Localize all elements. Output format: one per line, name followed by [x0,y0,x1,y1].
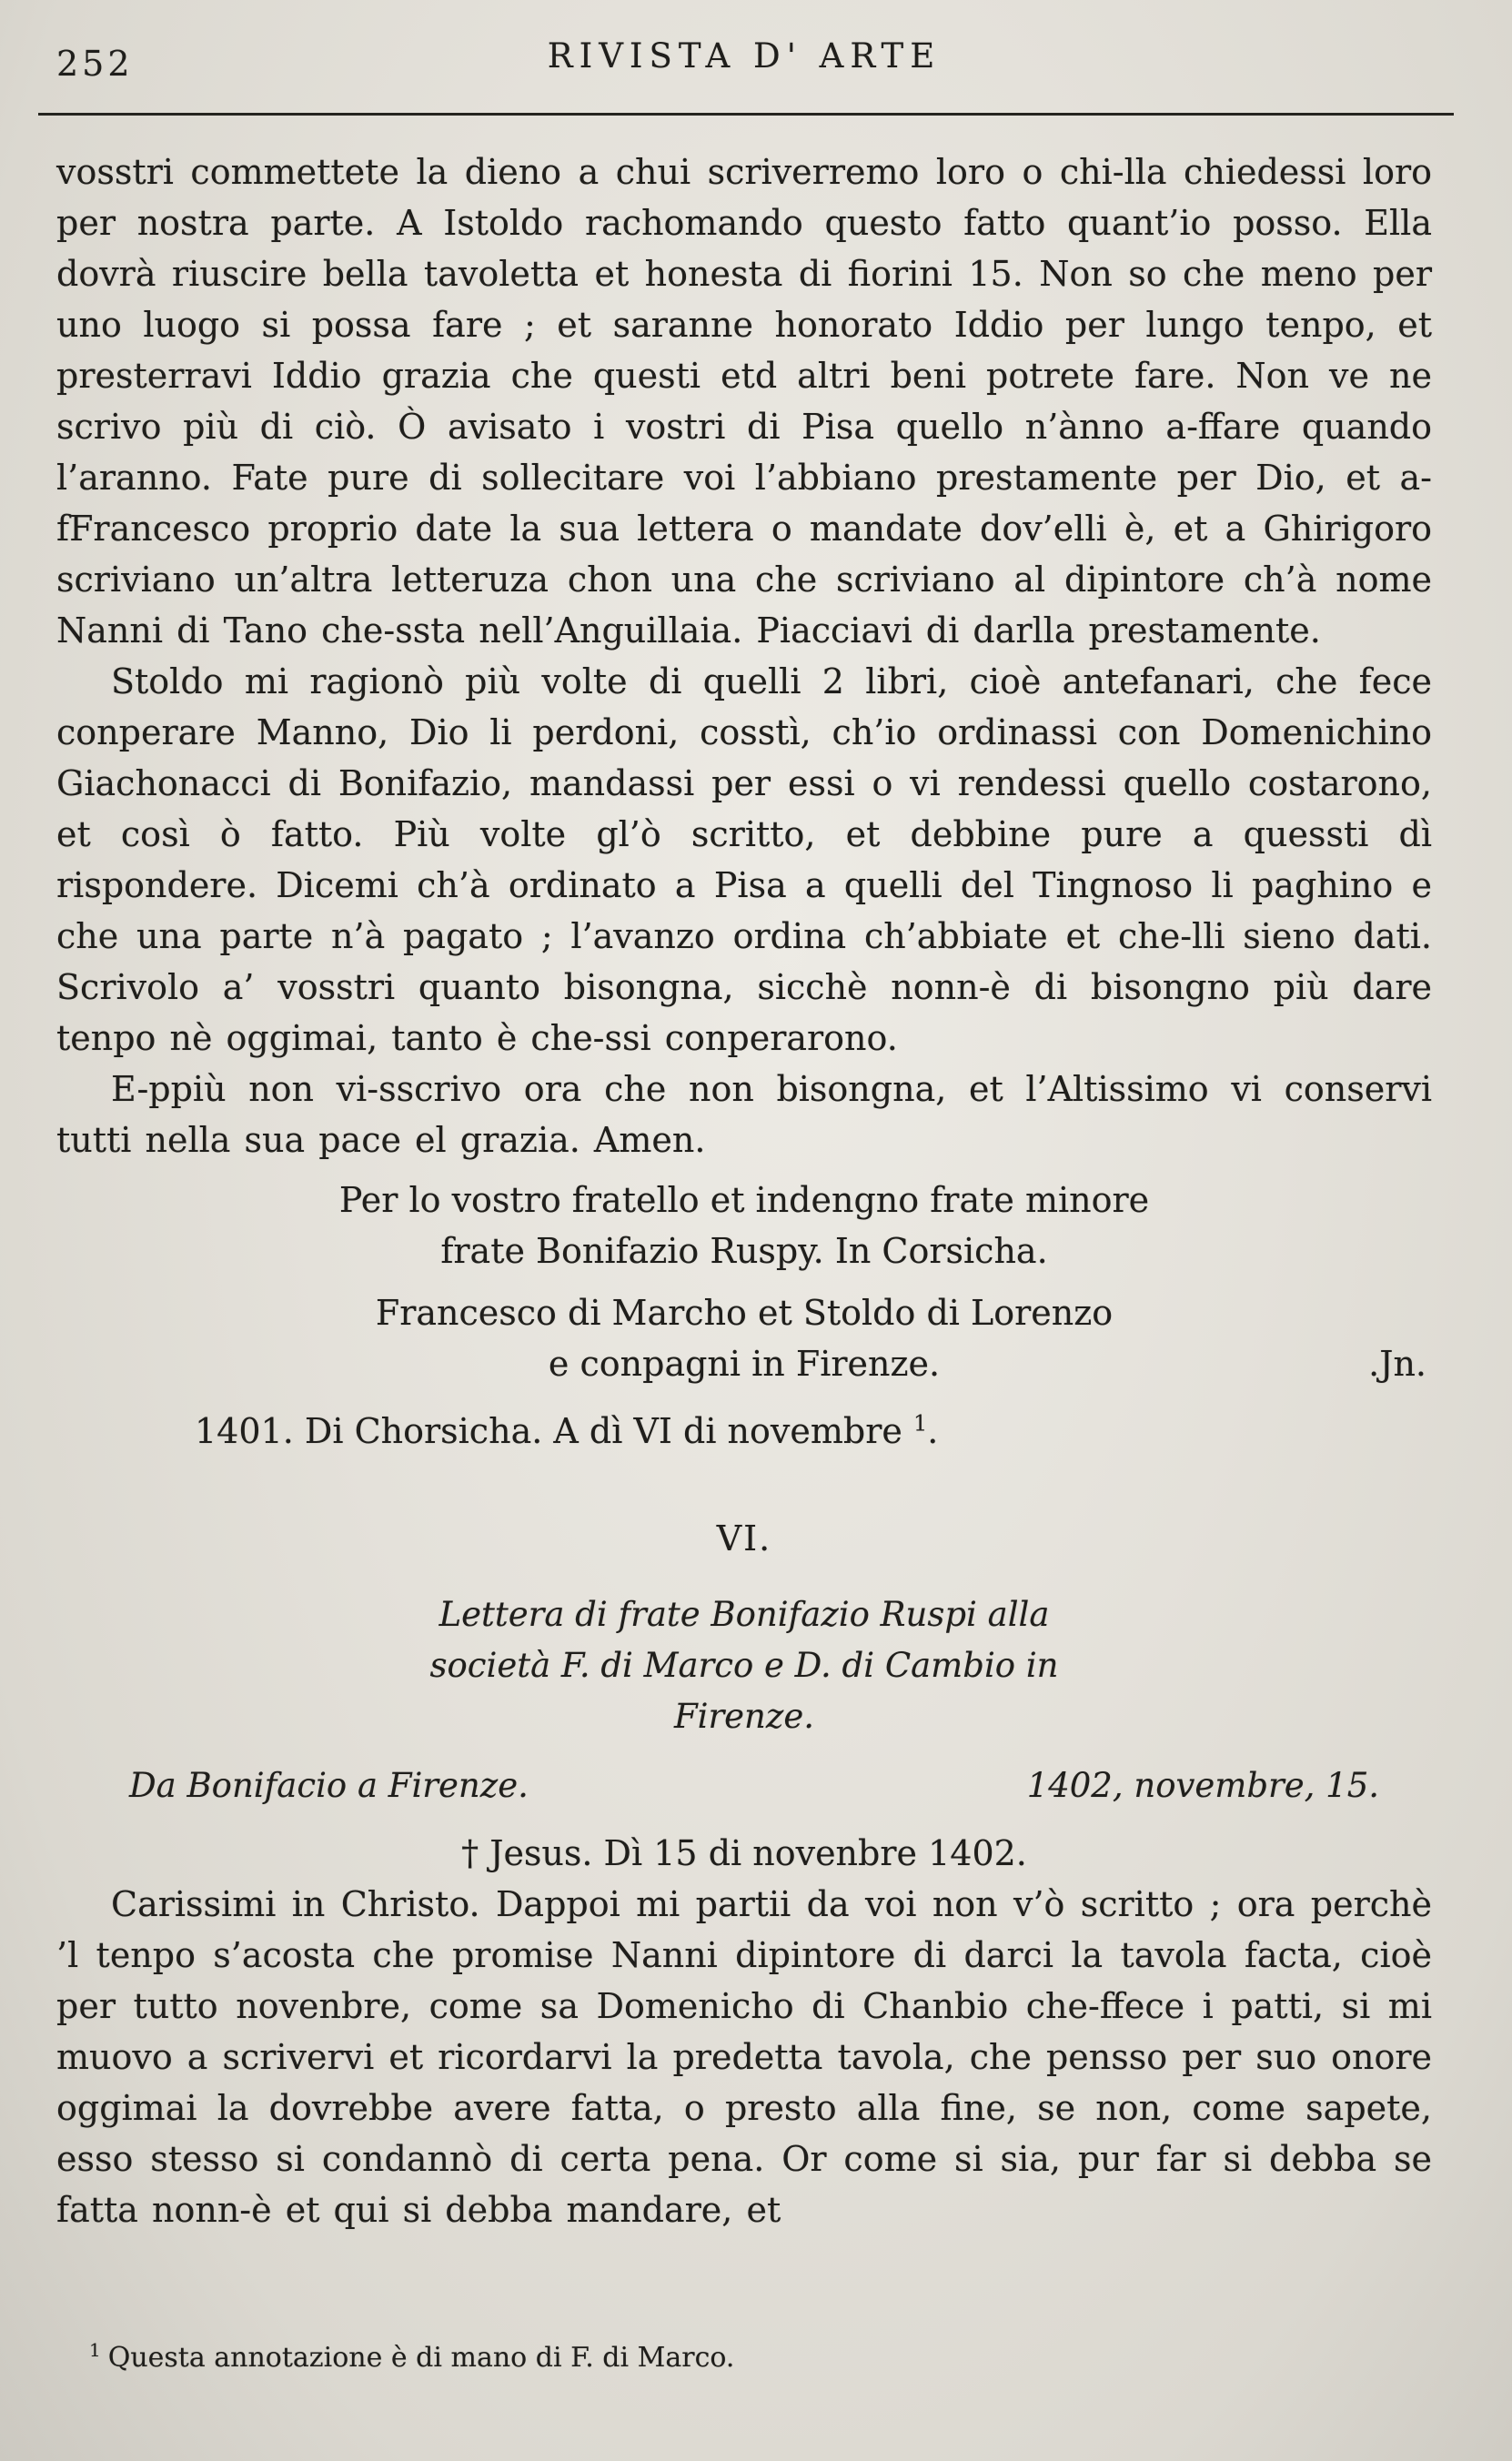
paragraph: Carissimi in Christo. Dappoi mi partii da voi non v’ò scritto ; ora perchè ’l tenpo s’acosta che promise Nanni dipintore di darci la tavola facta, cioè per tutto novenbre, come sa Domenicho di Chanbio che-ffece i patti, si mi muovo a scrivervi et ricordarvi la predetta tavola, che pensso per suo onore oggimai la dovrebbe avere fatta, o presto alla fine, se non, come sapete, esso stesso si condannò di certa pena. Or come si sia, pur far si debba se fatta nonn-è et qui si debba mandare, et [56,1884,1432,2230]
address-block [56,1287,1432,1389]
paragraph: Stoldo mi ragionò più volte di quelli 2 libri, cioè antefanari, che fece conperare Manno, Dio li perdoni, cosstì, ch’io ordinassi con Domenichino Giachonacci di Bonifazio, mandassi per essi o vi rendessi quello costarono, et così ò fatto. Più volte gl’ò scritto, et debbine pure a quessti dì rispondere. Dicemi ch’à ordinato a Pisa a quelli del Tingnoso li paghino e che una parte n’à pagato ; l’avanzo ordina ch’abbiate et che-lli sieno dati. Scrivolo a’ vosstri quanto bisongna, sicchè nonn-è di bisongno più dare tenpo nè oggimai, tanto è che-ssi conperarono. [56,661,1432,1058]
footnote-ref: 1 [89,2339,101,2361]
address-line: Francesco di Marcho et Stoldo di Lorenzo [375,1293,1114,1333]
letter-title [56,1589,1432,1742]
footnote-text: Questa annotazione è di mano di F. di Marco. [107,2342,735,2374]
page-number: 252 [56,44,134,84]
header-rule [38,113,1454,116]
sender-date-row [129,1760,1379,1811]
sender-line: Da Bonifacio a Firenze. [129,1766,529,1805]
paragraph: vosstri commettete la dieno a chui scriverremo loro o chi-lla chiedessi loro per nostra parte. A Istoldo rachomando questo fatto quant’io posso. Ella dovrà riuscire bella tavoletta et honesta di fiorini 15. Non so che meno per uno luogo si possa fare ; et saranne honorato Iddio per lungo tenpo, et presterravi Iddio grazia che questi etd altri beni potrete fare. Non ve ne scrivo più di ciò. Ò avisato i vostri di Pisa quello n’ànno a-ffare quando l’aranno. Fate pure di sollecitare voi l’abbiano prestamente per Dio, et a-fFrancesco proprio date la sua lettera o mandate dov’elli è, et a Ghirigoro scriviano un’altra letteruza chon una che scriviano al dipintore ch’à nome Nanni di Tano che-ssta nell’Anguillaia. Piacciavi di darlla prestamente. [56,152,1432,651]
letter-title-line: Lettera di frate Bonifazio Ruspi alla [438,1595,1050,1634]
valediction [56,1175,1432,1276]
section-heading: VI. [716,1518,772,1558]
footnote-reference: 1 [912,1410,928,1437]
address-line: e conpagni in Firenze. [548,1344,941,1384]
letter-title-line: società F. di Marco e D. di Cambio in [429,1646,1059,1685]
dateline-text: 1401. Di Chorsicha. A dì VI di novembre [195,1411,902,1451]
page-header [56,36,1432,89]
journal-title: RIVISTA D' ARTE [547,36,942,76]
footnote [56,2339,1403,2377]
address-mark: .Jn. [1368,1344,1426,1384]
letter-title-line: Firenze. [673,1697,815,1736]
valediction-line: frate Bonifazio Ruspy. In Corsicha. [440,1231,1048,1271]
dateline-period: . [927,1411,939,1451]
valediction-line: Per lo vostro fratello et indengno frate minore [338,1180,1150,1220]
date-line: 1402, novembre, 15. [1026,1766,1379,1805]
dateline [195,1406,1432,1457]
paragraph: E-ppiù non vi-sscrivo ora che non bisongna, et l’Altissimo vi conservi tutti nella sua pace el grazia. Amen. [56,1069,1432,1160]
letter-v-body [56,146,1432,2235]
salutation: † Jesus. Dì 15 di novenbre 1402. [461,1833,1027,1873]
